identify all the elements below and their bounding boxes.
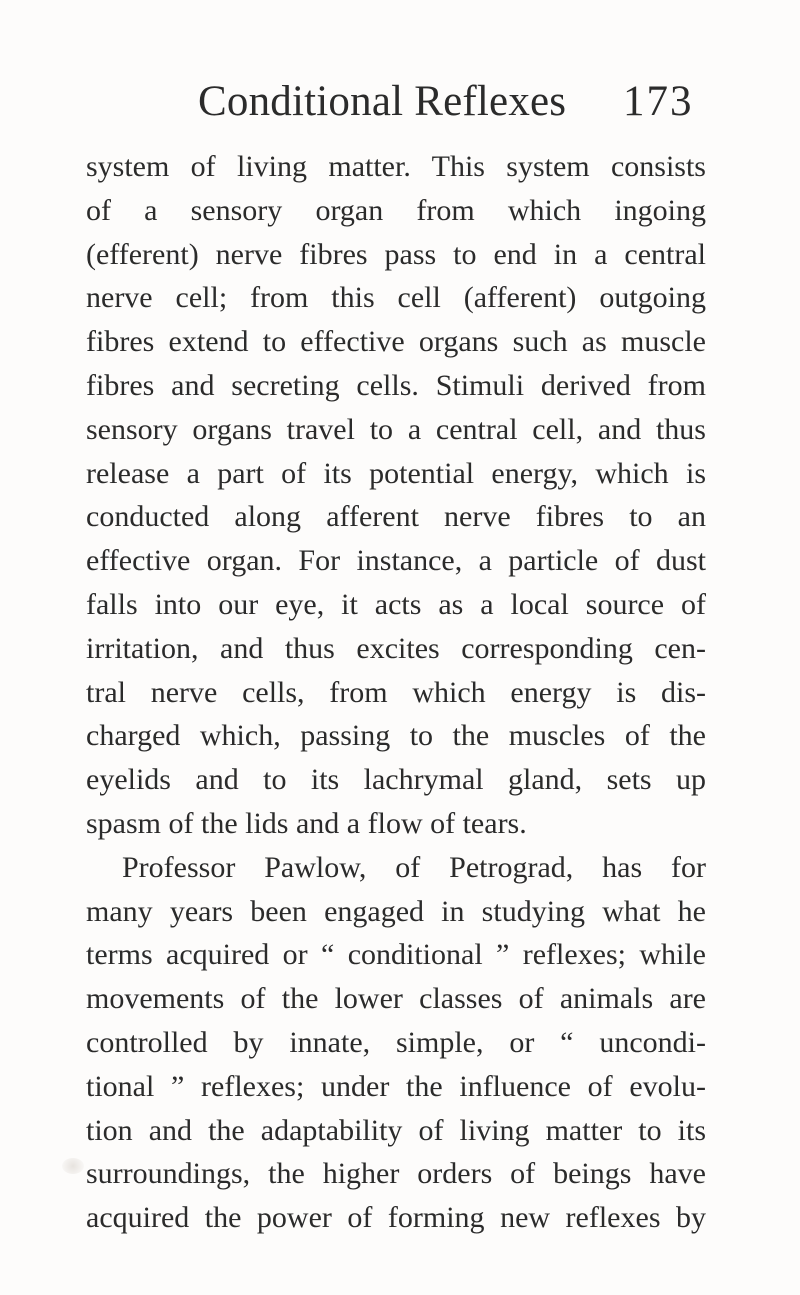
text-line: charged which, passing to the muscles of the	[86, 719, 706, 753]
text-line: conducted along afferent nerve fibres to an	[86, 500, 706, 534]
text-line: spasm of the lids and a flow of tears.	[86, 806, 527, 840]
text-line: acquired the power of forming new reflexes by	[86, 1201, 706, 1235]
text-line: eyelids and to its lachrymal gland, sets up	[86, 763, 706, 797]
text-line: Professor Pawlow, of Petrograd, has for	[122, 850, 706, 884]
running-head	[198, 76, 718, 128]
running-title: Conditional Reflexes	[198, 78, 567, 125]
text-line: tional ” reflexes; under the influence of evolu-	[86, 1069, 706, 1103]
text-line: system of living matter. This system consists	[86, 150, 706, 183]
text-line: effective organ. For instance, a particle of dust	[86, 544, 706, 578]
text-line: fibres extend to effective organs such as muscle	[86, 325, 706, 359]
text-line: movements of the lower classes of animals are	[86, 982, 706, 1016]
text-line: tion and the adaptability of living matter to its	[86, 1113, 706, 1147]
text-line: release a part of its potential energy, which is	[86, 456, 706, 490]
text-line: sensory organs travel to a central cell, and thus	[86, 412, 706, 446]
text-line: of a sensory organ from which ingoing	[86, 193, 706, 227]
text-line: surroundings, the higher orders of beings have	[86, 1157, 706, 1191]
text-line: many years been engaged in studying what he	[86, 894, 706, 928]
page-smudge	[62, 1158, 84, 1174]
body-text	[86, 145, 706, 1240]
text-line: terms acquired or “ conditional ” reflexes; while	[86, 938, 706, 972]
text-line: falls into our eye, it acts as a local source of	[86, 587, 706, 621]
page-number: 173	[623, 78, 694, 125]
text-line: irritation, and thus excites corresponding cen-	[86, 631, 706, 665]
text-line: controlled by innate, simple, or “ uncondi-	[86, 1025, 706, 1059]
text-line: (efferent) nerve fibres pass to end in a central	[86, 237, 706, 271]
text-line: nerve cell; from this cell (afferent) outgoing	[86, 281, 706, 315]
text-line: tral nerve cells, from which energy is dis-	[86, 675, 706, 709]
text-line: fibres and secreting cells. Stimuli derived from	[86, 368, 706, 402]
